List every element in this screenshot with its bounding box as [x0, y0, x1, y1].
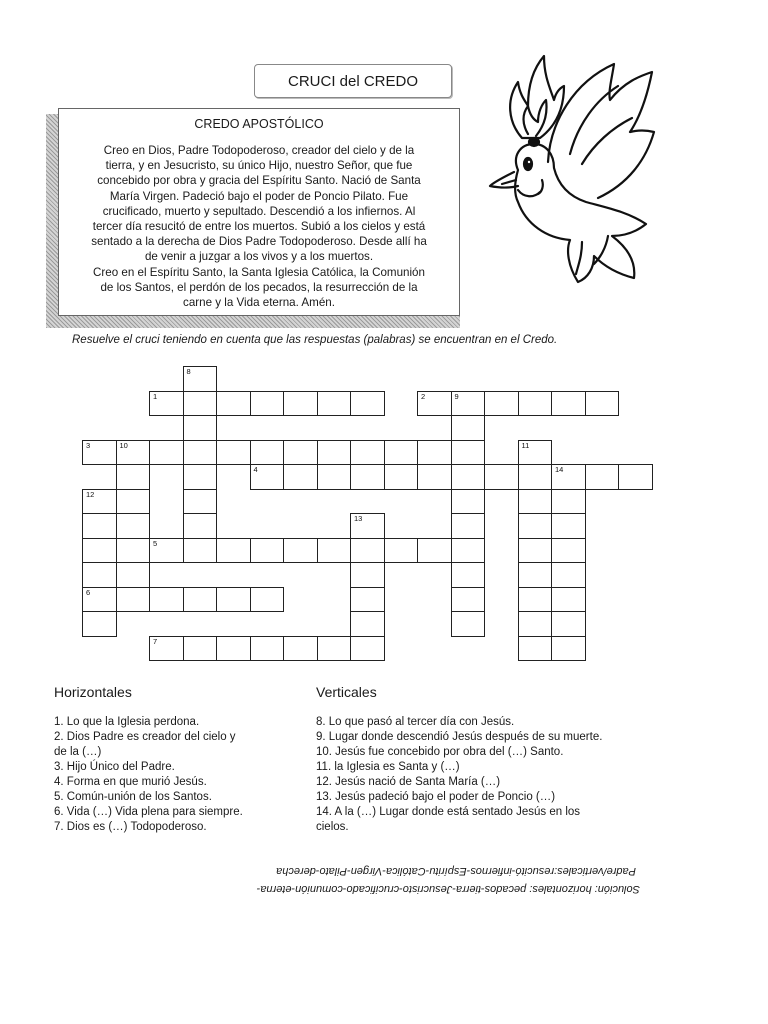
crossword-cell[interactable]: [484, 464, 519, 490]
crossword-cell[interactable]: [384, 440, 419, 466]
creed-line: concebido por obra y gracia del Espíritu Santo. Nació de Santa: [97, 174, 421, 188]
crossword-clue-number: 11: [521, 440, 530, 450]
crossword-cell[interactable]: [350, 611, 385, 637]
crossword-cell[interactable]: [183, 636, 218, 662]
clue-item: 1. Lo que la Iglesia perdona.: [54, 716, 200, 728]
crossword-cell[interactable]: [317, 440, 352, 466]
creed-line: carne y la Vida eterna. Amén.: [183, 296, 335, 310]
crossword-cell[interactable]: [518, 489, 553, 515]
crossword-cell[interactable]: [417, 440, 452, 466]
horizontal-clues-title: Horizontales: [54, 684, 132, 700]
crossword-cell[interactable]: [216, 587, 251, 613]
holy-spirit-dove-icon: [478, 52, 658, 284]
crossword-cell[interactable]: [350, 636, 385, 662]
crossword-cell[interactable]: [417, 538, 452, 564]
crossword-cell[interactable]: [283, 391, 318, 417]
crossword-cell[interactable]: [518, 513, 553, 539]
crossword-cell[interactable]: [350, 440, 385, 466]
crossword-cell[interactable]: [518, 636, 553, 662]
creed-line: Creo en Dios, Padre Todopoderoso, creador del cielo y de la: [103, 144, 415, 157]
crossword-cell[interactable]: [451, 562, 486, 588]
clue-item: 11. la Iglesia es Santa y (…): [316, 761, 460, 773]
crossword-cell[interactable]: [551, 562, 586, 588]
solution-line: Solución: horizontales: pecados-tierra-Jesucristo-crucificado-comunión-eterna-: [256, 883, 640, 895]
crossword-cell[interactable]: [451, 538, 486, 564]
crossword-cell[interactable]: [116, 464, 151, 490]
crossword-cell[interactable]: [183, 538, 218, 564]
creed-line: de venir a juzgar a los vivos y a los muertos.: [144, 250, 374, 264]
crossword-cell[interactable]: [551, 538, 586, 564]
crossword-clue-number: 2: [421, 391, 426, 401]
crossword-cell[interactable]: [317, 538, 352, 564]
crossword-clue-number: 3: [86, 440, 91, 450]
crossword-cell[interactable]: [216, 636, 251, 662]
crossword-cell[interactable]: [618, 464, 653, 490]
crossword-cell[interactable]: [116, 587, 151, 613]
crossword-cell[interactable]: [149, 587, 184, 613]
crossword-clue-number: 7: [153, 636, 158, 646]
creed-line: de los Santos, el perdón de los pecados, la resurrección de la: [100, 280, 418, 294]
clue-item: 4. Forma en que murió Jesús.: [54, 776, 207, 788]
crossword-cell[interactable]: [585, 391, 620, 417]
clue-item: 7. Dios es (…) Todopoderoso.: [54, 821, 207, 833]
crossword-cell[interactable]: [518, 587, 553, 613]
crossword-clue-number: 13: [354, 514, 363, 523]
crossword-cell[interactable]: [116, 562, 151, 588]
clue-item: 3. Hijo Único del Padre.: [54, 761, 175, 773]
clue-item: 2. Dios Padre es creador del cielo y: [54, 731, 236, 743]
creed-line: tercer día resucitó de entre los muertos. Subió a los cielos y está: [92, 220, 426, 234]
crossword-cell[interactable]: [551, 611, 586, 637]
crossword-cell[interactable]: [116, 538, 151, 564]
crossword-cell[interactable]: [250, 636, 285, 662]
crossword-cell[interactable]: [283, 636, 318, 662]
crossword-clue-number: 10: [119, 440, 128, 450]
instruction-text: Resuelve el cruci teniendo en cuenta que las respuestas (palabras) se encuentran en el Credo.: [72, 334, 558, 346]
clue-item: 13. Jesús padeció bajo el poder de Poncio (…): [316, 791, 556, 803]
clue-item: 5. Común-unión de los Santos.: [54, 791, 212, 803]
crossword-cell[interactable]: [451, 415, 486, 441]
crossword-cell[interactable]: [183, 464, 218, 490]
crossword-cell[interactable]: [350, 391, 385, 417]
crossword-cell[interactable]: [350, 587, 385, 613]
creed-title: CREDO APOSTÓLICO: [194, 117, 324, 131]
crossword-clue-number: 6: [86, 587, 91, 597]
creed-line: sentado a la derecha de Dios Padre Todopoderoso. Desde allí ha: [91, 235, 427, 249]
creed-text: [69, 143, 449, 310]
crossword-cell[interactable]: [451, 587, 486, 613]
crossword-cell[interactable]: [484, 391, 519, 417]
crossword-cell[interactable]: [183, 440, 218, 466]
crossword-clue-number: 9: [454, 391, 459, 401]
crossword-cell[interactable]: [518, 611, 553, 637]
crossword-cell[interactable]: [82, 611, 117, 637]
crossword-cell[interactable]: [82, 538, 117, 564]
vertical-clues-title: Verticales: [316, 684, 377, 700]
crossword-cell[interactable]: [116, 513, 151, 539]
crossword-cell[interactable]: [518, 391, 553, 417]
crossword-cell[interactable]: [317, 636, 352, 662]
crossword-cell[interactable]: [551, 513, 586, 539]
crossword-cell[interactable]: [350, 464, 385, 490]
crossword-clue-number: 4: [253, 465, 258, 474]
crossword-cell[interactable]: [551, 489, 586, 515]
crossword-cell[interactable]: [451, 464, 486, 490]
crossword-cell[interactable]: [384, 538, 419, 564]
crossword-cell[interactable]: [350, 562, 385, 588]
crossword-cell[interactable]: [518, 538, 553, 564]
crossword-cell[interactable]: [283, 538, 318, 564]
creed-line: Creo en el Espíritu Santo, la Santa Iglesia Católica, la Comunión: [93, 265, 425, 279]
crossword-cell[interactable]: [216, 440, 251, 466]
creed-line: tierra, y en Jesucristo, su único Hijo, nuestro Señor, que fue: [105, 159, 413, 173]
crossword-cell[interactable]: [518, 464, 553, 490]
crossword-cell[interactable]: [82, 513, 117, 539]
crossword-cell[interactable]: [183, 587, 218, 613]
clue-item: cielos.: [316, 821, 349, 833]
crossword-cell[interactable]: [585, 464, 620, 490]
crossword-cell[interactable]: [317, 391, 352, 417]
crossword-cell[interactable]: [250, 587, 285, 613]
crossword-clue-number: 14: [555, 465, 564, 474]
crossword-cell[interactable]: [551, 587, 586, 613]
crossword-cell[interactable]: [551, 636, 586, 662]
clue-item: 9. Lugar donde descendió Jesús después de su muerte.: [316, 731, 603, 743]
crossword-cell[interactable]: [417, 464, 452, 490]
page-title: [254, 64, 452, 98]
page-title-text: CRUCI del CREDO: [287, 72, 419, 90]
crossword-cell[interactable]: [451, 513, 486, 539]
clue-item: de la (…): [54, 746, 102, 758]
upside-down-solution: [120, 862, 640, 898]
creed-line: María Virgen. Padeció bajo el poder de Poncio Pilato. Fue: [109, 189, 409, 203]
clue-item: 10. Jesús fue concebido por obra del (…) Santo.: [316, 746, 564, 758]
crossword-cell[interactable]: [551, 391, 586, 417]
crossword-cell[interactable]: [149, 440, 184, 466]
creed-box: [58, 108, 460, 316]
crossword-cell[interactable]: [183, 391, 218, 417]
crossword-cell[interactable]: [283, 440, 318, 466]
clue-item: 6. Vida (…) Vida plena para siempre.: [54, 806, 243, 818]
crossword-cell[interactable]: [250, 440, 285, 466]
crossword-cell[interactable]: [350, 538, 385, 564]
crossword-cell[interactable]: [116, 489, 151, 515]
crossword-cell[interactable]: [250, 538, 285, 564]
crossword-cell[interactable]: [183, 489, 218, 515]
crossword-clue-number: 1: [153, 391, 158, 401]
crossword-cell[interactable]: [183, 513, 218, 539]
crossword-clue-number: 5: [153, 538, 158, 548]
crossword-cell[interactable]: [82, 562, 117, 588]
crossword-cell[interactable]: [216, 391, 251, 417]
crossword-clue-number: 8: [186, 367, 191, 376]
crossword-cell[interactable]: [451, 440, 486, 466]
crossword-cell[interactable]: [384, 464, 419, 490]
creed-line: crucificado, muerto y sepultado. Descendió a los infiernos. Al: [102, 204, 416, 218]
vertical-clues-list: [316, 715, 676, 835]
crossword-clue-number: 12: [86, 489, 95, 499]
clue-item: 12. Jesús nació de Santa María (…): [316, 776, 501, 788]
solution-line: Padre/verticales:resucitó-infiernos-Espíritu-Católica-Virgen-Pilato-derecha: [276, 865, 636, 877]
crossword-cell[interactable]: [183, 415, 218, 441]
crossword-cell[interactable]: [250, 391, 285, 417]
clue-item: 8. Lo que pasó al tercer día con Jesús.: [316, 716, 515, 728]
crossword-cell[interactable]: [451, 611, 486, 637]
horizontal-clues-list: [54, 715, 294, 835]
crossword-cell[interactable]: [283, 464, 318, 490]
crossword-cell[interactable]: [451, 489, 486, 515]
crossword-cell[interactable]: [216, 538, 251, 564]
crossword-cell[interactable]: [518, 562, 553, 588]
clue-item: 14. A la (…) Lugar donde está sentado Jesús en los: [316, 806, 581, 818]
crossword-cell[interactable]: [317, 464, 352, 490]
